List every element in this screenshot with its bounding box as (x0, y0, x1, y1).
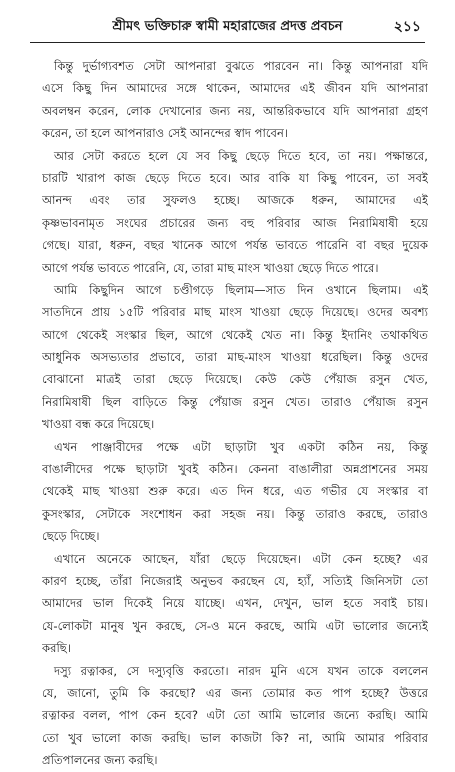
text-line: বোঝানো মাত্রই তারা ছেড়ে দিয়েছে। কেউ কেউ পেঁয়াজ রসুন খেত, (42, 372, 428, 387)
text-line: করেন, তা হলে আপনারাও সেই আনন্দের স্বাদ পাবেন। (42, 126, 289, 141)
page-number: ২১১ (393, 19, 421, 35)
running-title: শ্রীমৎ ভক্তিচারু স্বামী মহারাজের প্রদত্ত প্রবচন (112, 19, 343, 34)
text-line: তো খুব ভালো কাজ করছি। ভাল কাজটা কি? না, আমি আমার পরিবার (42, 730, 428, 745)
text-line: বাঙালীদের পক্ষে ছাড়াটা খুবই কঠিন। কেননা বাঙালীরা অন্নপ্রাশনের সময় (42, 462, 428, 477)
text-line: আমাদের ভাল দিকেই নিয়ে যাচ্ছে। এখন, দেখুন, ভাল হতে সবাই চায়। (42, 596, 428, 611)
text-line: আর সেটা করতে হলে যে সব কিছু ছেড়ে দিতে হবে, তা নয়। পক্ষান্তরে, (54, 148, 428, 163)
text-line: এখন পাঞ্জাবীদের পক্ষে এটা ছাড়াটা খুব একটা কঠিন নয়, কিন্তু (54, 439, 428, 454)
paragraph (42, 145, 428, 279)
text-line: আগে পর্যন্ত ভাবতে পারেনি, যে, তারা মাছ মাংস খাওয়া ছেড়ে দিতে পারে। (42, 260, 379, 275)
text-line: এখানে অনেকে আছেন, যাঁরা ছেড়ে দিয়েছেন। এটা কেন হচ্ছে? এর (54, 551, 428, 566)
text-line: সাতদিনে প্রায় ১৫টি পরিবার মাছ মাংস খাওয়া ছেড়ে দিয়েছে। ওদের অবশ্য (42, 305, 428, 320)
paragraph (42, 436, 428, 548)
text-line: আমি কিছুদিন আগে চণ্ডীগড়ে ছিলাম—সাত দিন ওখানে ছিলাম। এই (54, 282, 428, 297)
text-line: দস্যু রত্নাকর, সে দস্যুবৃত্তি করতো। নারদ মুনি এসে যখন তাকে বললেন (54, 663, 428, 678)
text-line: কৃষ্ণভাবনামৃত সংঘের প্রচারের জন্য বহু পরিবার আজ নিরামিষাষী হয়ে (42, 215, 428, 230)
text-line: রত্নাকর বলল, পাপ কেন হবে? এটা তো আমি ভালোর জন্যে করছি। আমি (42, 708, 428, 723)
running-header (0, 16, 455, 38)
text-line: ছেড়ে দিচ্ছে। (42, 529, 100, 544)
text-line: কুসংস্কার, সেটাকে সংশোধন করা সহজ নয়। কিন্তু তারাও করছে, তারাও (42, 506, 428, 521)
text-line: যে-লোকটা মানুষ খুন করছে, সে-ও মনে করছে, আমি এটা ভালোর জন্যেই (42, 618, 428, 633)
text-line: কারণ হচ্ছে, তাঁরা নিজেরাই অনুভব করছেন যে, হ্যাঁ, সত্যিই জিনিসটা তো (42, 573, 428, 588)
text-line: করছি। (42, 641, 71, 656)
paragraph (42, 55, 428, 145)
text-line: যে, জানো, তুমি কি করছো? এর জন্য তোমার কত পাপ হচ্ছে? উত্তরে (42, 685, 428, 700)
text-line: চারটি খারাপ কাজ ছেড়ে দিতে হবে। আর বাকি যা কিছু পাবেন, তা সবই (42, 170, 428, 185)
paragraph (42, 660, 428, 772)
page-body (42, 55, 428, 772)
text-line: কিন্তু দুর্ভাগ্যবশত সেটা আপনারা বুঝতে পারবেন না। কিন্তু আপনারা যদি (54, 59, 428, 73)
text-line: আধুনিক অসভ্যতার প্রভাবে, তারা মাছ-মাংস খাওয়া ধরেছিল। কিন্তু ওদের (42, 350, 428, 365)
paragraph (42, 279, 428, 436)
text-line: আনন্দ এবং তার সুফলও হচ্ছে। আজকে ধরুন, আমাদের এই (42, 193, 428, 208)
text-line: গেছে। যারা, ধরুন, বছর খানেক আগে পর্যন্ত ভাবতে পারেনি বা বছর দুয়েক (42, 238, 428, 253)
text-line: নিরামিষাষী ছিল বাড়িতে কিন্তু পেঁয়াজ রসুন খেত। তারাও পেঁয়াজ রসুন (42, 394, 428, 409)
text-line: এসে কিছু দিন আমাদের সঙ্গে থাকেন, আমাদের এই জীবন যদি আপনারা (42, 81, 428, 96)
text-line: অবলম্বন করেন, লোক দেখানোর জন্য নয়, আন্তরিকভাবে যদি আপনারা গ্রহণ (42, 103, 428, 118)
header-rule (30, 42, 425, 43)
text-line: প্রতিপালনের জন্য করছি। (42, 753, 158, 768)
text-line: থেকেই মাছ খাওয়া শুরু করে। এত দিন ধরে, এত গভীর যে সংস্কার বা (42, 484, 428, 499)
paragraph (42, 548, 428, 660)
text-line: আগে থেকেই সংস্কার ছিল, আগে থেকেই খেত না। কিন্তু ইদানিং তথাকথিত (42, 327, 428, 342)
text-line: খাওয়া বন্ধ করে দিয়েছে। (42, 417, 155, 432)
